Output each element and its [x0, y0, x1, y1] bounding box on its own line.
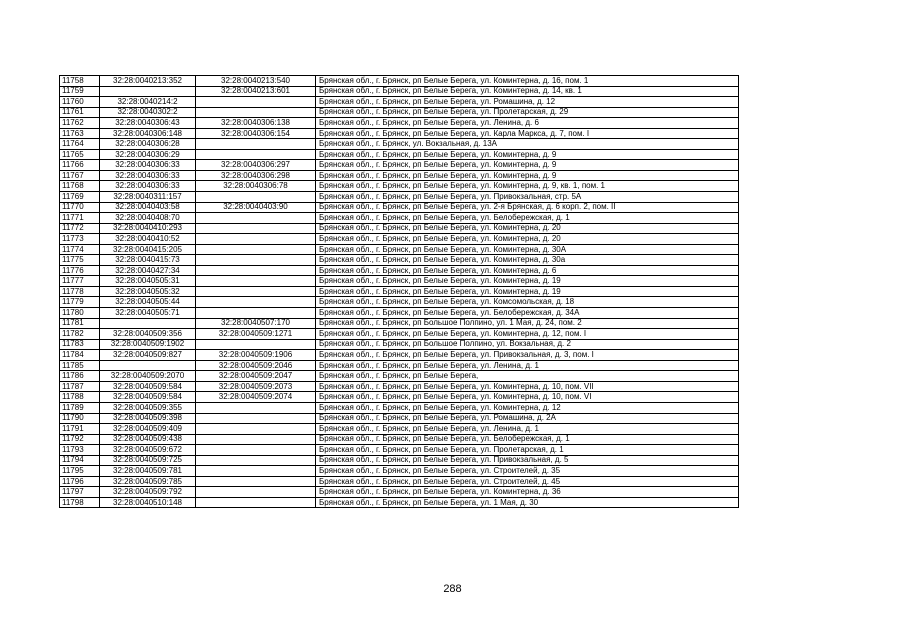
- table-row: [60, 413, 739, 424]
- related-cadastral-number-cell: 32:28:0040509:2073: [196, 381, 316, 392]
- table-row: [60, 223, 739, 234]
- row-number-cell: 11792: [60, 434, 100, 445]
- cadastral-number-cell: 32:28:0040302:2: [100, 107, 196, 118]
- row-number-cell: 11765: [60, 149, 100, 160]
- related-cadastral-number-cell: [196, 497, 316, 508]
- address-cell: Брянская обл., г. Брянск, рп Белые Берега, ул. Коминтерна, д. 10, пом. VI: [316, 392, 739, 403]
- cadastral-number-cell: 32:28:0040509:785: [100, 476, 196, 487]
- table-row: [60, 350, 739, 361]
- cadastral-number-cell: 32:28:0040306:29: [100, 149, 196, 160]
- related-cadastral-number-cell: [196, 308, 316, 319]
- cadastral-number-cell: 32:28:0040510:148: [100, 497, 196, 508]
- row-number-cell: 11781: [60, 318, 100, 329]
- address-cell: Брянская обл., г. Брянск, рп Белые Берега, ул. Коминтерна, д. 19: [316, 276, 739, 287]
- related-cadastral-number-cell: [196, 149, 316, 160]
- row-number-cell: 11758: [60, 76, 100, 87]
- table-row: [60, 170, 739, 181]
- related-cadastral-number-cell: 32:28:0040306:78: [196, 181, 316, 192]
- cadastral-number-cell: 32:28:0040509:409: [100, 424, 196, 435]
- cadastral-number-cell: 32:28:0040509:438: [100, 434, 196, 445]
- table-row: [60, 244, 739, 255]
- row-number-cell: 11778: [60, 286, 100, 297]
- table-row: [60, 76, 739, 87]
- address-cell: Брянская обл., г. Брянск, рп Белые Берега, ул. Коминтерна, д. 6: [316, 265, 739, 276]
- row-number-cell: 11788: [60, 392, 100, 403]
- address-cell: Брянская обл., г. Брянск, рп Белые Берега, ул. Строителей, д. 45: [316, 476, 739, 487]
- table-row: [60, 445, 739, 456]
- page-number: 288: [443, 583, 462, 595]
- table-row: [60, 118, 739, 129]
- address-cell: Брянская обл., г. Брянск, рп Белые Берега, ул. Ленина, д. 1: [316, 360, 739, 371]
- related-cadastral-number-cell: 32:28:0040509:2046: [196, 360, 316, 371]
- row-number-cell: 11787: [60, 381, 100, 392]
- related-cadastral-number-cell: [196, 455, 316, 466]
- table-row: [60, 381, 739, 392]
- row-number-cell: 11779: [60, 297, 100, 308]
- row-number-cell: 11780: [60, 308, 100, 319]
- table-row: [60, 128, 739, 139]
- table-row: [60, 276, 739, 287]
- table-row: [60, 487, 739, 498]
- cadastral-number-cell: 32:28:0040213:352: [100, 76, 196, 87]
- row-number-cell: 11784: [60, 350, 100, 361]
- related-cadastral-number-cell: [196, 244, 316, 255]
- cadastral-number-cell: 32:28:0040509:781: [100, 466, 196, 477]
- cadastral-number-cell: 32:28:0040509:672: [100, 445, 196, 456]
- table-row: [60, 265, 739, 276]
- address-cell: Брянская обл., г. Брянск, рп Белые Берега, ул. Коминтерна, д. 16, пом. 1: [316, 76, 739, 87]
- address-cell: Брянская обл., г. Брянск, рп Белые Берега, ул. 1 Мая, д. 30: [316, 497, 739, 508]
- address-cell: Брянская обл., г. Брянск, рп Белые Берега, ул. Карла Маркса, д. 7, пом. I: [316, 128, 739, 139]
- address-cell: Брянская обл., г. Брянск, рп Белые Берега, ул. Пролетарская, д. 29: [316, 107, 739, 118]
- related-cadastral-number-cell: 32:28:0040306:154: [196, 128, 316, 139]
- related-cadastral-number-cell: 32:28:0040306:298: [196, 170, 316, 181]
- cadastral-number-cell: 32:28:0040505:44: [100, 297, 196, 308]
- table-row: [60, 192, 739, 203]
- row-number-cell: 11793: [60, 445, 100, 456]
- address-cell: Брянская обл., г. Брянск, рп Белые Берега, ул. Привокзальная, д. 5: [316, 455, 739, 466]
- table-row: [60, 286, 739, 297]
- cadastral-number-cell: 32:28:0040415:73: [100, 255, 196, 266]
- row-number-cell: 11761: [60, 107, 100, 118]
- address-cell: Брянская обл., г. Брянск, рп Белые Берега, ул. Коминтерна, д. 9: [316, 160, 739, 171]
- table-row: [60, 213, 739, 224]
- table-row: [60, 297, 739, 308]
- related-cadastral-number-cell: [196, 213, 316, 224]
- row-number-cell: 11785: [60, 360, 100, 371]
- related-cadastral-number-cell: 32:28:0040213:540: [196, 76, 316, 87]
- related-cadastral-number-cell: 32:28:0040509:1271: [196, 329, 316, 340]
- address-cell: Брянская обл., г. Брянск, рп Большое Полпино, ул. Вокзальная, д. 2: [316, 339, 739, 350]
- address-cell: Брянская обл., г. Брянск, рп Большое Полпино, ул. 1 Мая, д. 24, пом. 2: [316, 318, 739, 329]
- cadastral-number-cell: 32:28:0040311:157: [100, 192, 196, 203]
- address-cell: Брянская обл., г. Брянск, рп Белые Берега, ул. Строителей, д. 35: [316, 466, 739, 477]
- address-cell: Брянская обл., г. Брянск, рп Белые Берега, ул. Привокзальная, стр. 5А: [316, 192, 739, 203]
- address-cell: Брянская обл., г. Брянск, рп Белые Берега, ул. Привокзальная, д. 3, пом. I: [316, 350, 739, 361]
- cadastral-number-cell: 32:28:0040509:2070: [100, 371, 196, 382]
- row-number-cell: 11760: [60, 97, 100, 108]
- row-number-cell: 11771: [60, 213, 100, 224]
- address-cell: Брянская обл., г. Брянск, рп Белые Берега, ул. Ромашина, д. 2А: [316, 413, 739, 424]
- related-cadastral-number-cell: [196, 97, 316, 108]
- cadastral-number-cell: [100, 360, 196, 371]
- related-cadastral-number-cell: [196, 424, 316, 435]
- related-cadastral-number-cell: [196, 234, 316, 245]
- related-cadastral-number-cell: [196, 276, 316, 287]
- table-row: [60, 181, 739, 192]
- row-number-cell: 11768: [60, 181, 100, 192]
- related-cadastral-number-cell: 32:28:0040403:90: [196, 202, 316, 213]
- address-cell: Брянская обл., г. Брянск, ул. Вокзальная, д. 13А: [316, 139, 739, 150]
- related-cadastral-number-cell: [196, 107, 316, 118]
- row-number-cell: 11789: [60, 402, 100, 413]
- cadastral-number-cell: 32:28:0040505:31: [100, 276, 196, 287]
- table-row: [60, 202, 739, 213]
- table-row: [60, 466, 739, 477]
- row-number-cell: 11767: [60, 170, 100, 181]
- row-number-cell: 11795: [60, 466, 100, 477]
- table-row: [60, 339, 739, 350]
- address-cell: Брянская обл., г. Брянск, рп Белые Берега, ул. Комсомольская, д. 18: [316, 297, 739, 308]
- row-number-cell: 11774: [60, 244, 100, 255]
- row-number-cell: 11773: [60, 234, 100, 245]
- address-cell: Брянская обл., г. Брянск, рп Белые Берега, ул. Ленина, д. 1: [316, 424, 739, 435]
- related-cadastral-number-cell: 32:28:0040306:297: [196, 160, 316, 171]
- table-row: [60, 392, 739, 403]
- table-row: [60, 97, 739, 108]
- cadastral-number-cell: [100, 318, 196, 329]
- row-number-cell: 11776: [60, 265, 100, 276]
- row-number-cell: 11764: [60, 139, 100, 150]
- table-row: [60, 476, 739, 487]
- address-cell: Брянская обл., г. Брянск, рп Белые Берега, ул. Коминтерна, д. 30А: [316, 244, 739, 255]
- cadastral-number-cell: 32:28:0040403:58: [100, 202, 196, 213]
- row-number-cell: 11783: [60, 339, 100, 350]
- table-row: [60, 149, 739, 160]
- address-cell: Брянская обл., г. Брянск, рп Белые Берега, ул. Коминтерна, д. 9: [316, 170, 739, 181]
- cadastral-number-cell: 32:28:0040505:32: [100, 286, 196, 297]
- cadastral-number-cell: 32:28:0040306:33: [100, 170, 196, 181]
- row-number-cell: 11791: [60, 424, 100, 435]
- table-row: [60, 234, 739, 245]
- row-number-cell: 11772: [60, 223, 100, 234]
- cadastral-number-cell: 32:28:0040509:725: [100, 455, 196, 466]
- address-cell: Брянская обл., г. Брянск, рп Белые Берега, ул. Коминтерна, д. 14, кв. 1: [316, 86, 739, 97]
- cadastral-number-cell: 32:28:0040306:33: [100, 160, 196, 171]
- row-number-cell: 11763: [60, 128, 100, 139]
- row-number-cell: 11766: [60, 160, 100, 171]
- row-number-cell: 11797: [60, 487, 100, 498]
- table-body: [60, 76, 739, 508]
- address-cell: Брянская обл., г. Брянск, рп Белые Берега, ул. Белобережская, д. 1: [316, 213, 739, 224]
- address-cell: Брянская обл., г. Брянск, рп Белые Берега, ул. Ромашина, д. 12: [316, 97, 739, 108]
- cadastral-number-cell: 32:28:0040509:398: [100, 413, 196, 424]
- table-row: [60, 308, 739, 319]
- address-cell: Брянская обл., г. Брянск, рп Белые Берега, ул. Белобережская, д. 1: [316, 434, 739, 445]
- cadastral-number-cell: 32:28:0040509:355: [100, 402, 196, 413]
- row-number-cell: 11796: [60, 476, 100, 487]
- address-cell: Брянская обл., г. Брянск, рп Белые Берега, ул. Коминтерна, д. 9: [316, 149, 739, 160]
- related-cadastral-number-cell: [196, 434, 316, 445]
- address-cell: Брянская обл., г. Брянск, рп Белые Берега, ул. Коминтерна, д. 9, кв. 1, пом. 1: [316, 181, 739, 192]
- related-cadastral-number-cell: [196, 265, 316, 276]
- related-cadastral-number-cell: [196, 223, 316, 234]
- row-number-cell: 11775: [60, 255, 100, 266]
- related-cadastral-number-cell: [196, 139, 316, 150]
- related-cadastral-number-cell: [196, 413, 316, 424]
- address-cell: Брянская обл., г. Брянск, рп Белые Берега,: [316, 371, 739, 382]
- table-row: [60, 455, 739, 466]
- row-number-cell: 11790: [60, 413, 100, 424]
- table-row: [60, 434, 739, 445]
- cadastral-number-cell: 32:28:0040505:71: [100, 308, 196, 319]
- row-number-cell: 11794: [60, 455, 100, 466]
- row-number-cell: 11777: [60, 276, 100, 287]
- table-row: [60, 318, 739, 329]
- table-row: [60, 255, 739, 266]
- table-row: [60, 139, 739, 150]
- cadastral-number-cell: 32:28:0040509:1902: [100, 339, 196, 350]
- related-cadastral-number-cell: 32:28:0040509:2074: [196, 392, 316, 403]
- cadastral-number-cell: 32:28:0040214:2: [100, 97, 196, 108]
- address-cell: Брянская обл., г. Брянск, рп Белые Берега, ул. Коминтерна, д. 20: [316, 223, 739, 234]
- cadastral-number-cell: 32:28:0040410:52: [100, 234, 196, 245]
- table-row: [60, 86, 739, 97]
- related-cadastral-number-cell: [196, 445, 316, 456]
- related-cadastral-number-cell: [196, 466, 316, 477]
- address-cell: Брянская обл., г. Брянск, рп Белые Берега, ул. Коминтерна, д. 19: [316, 286, 739, 297]
- address-cell: Брянская обл., г. Брянск, рп Белые Берега, ул. Коминтерна, д. 12, пом. I: [316, 329, 739, 340]
- row-number-cell: 11769: [60, 192, 100, 203]
- address-cell: Брянская обл., г. Брянск, рп Белые Берега, ул. Коминтерна, д. 10, пом. VII: [316, 381, 739, 392]
- cadastral-number-cell: 32:28:0040306:28: [100, 139, 196, 150]
- related-cadastral-number-cell: [196, 192, 316, 203]
- cadastral-number-cell: 32:28:0040427:34: [100, 265, 196, 276]
- row-number-cell: 11798: [60, 497, 100, 508]
- address-cell: Брянская обл., г. Брянск, рп Белые Берега, ул. Белобережская, д. 34А: [316, 308, 739, 319]
- row-number-cell: 11786: [60, 371, 100, 382]
- related-cadastral-number-cell: [196, 487, 316, 498]
- table-row: [60, 360, 739, 371]
- row-number-cell: 11782: [60, 329, 100, 340]
- address-cell: Брянская обл., г. Брянск, рп Белые Берега, ул. Коминтерна, д. 12: [316, 402, 739, 413]
- address-cell: Брянская обл., г. Брянск, рп Белые Берега, ул. Коминтерна, д. 20: [316, 234, 739, 245]
- cadastral-number-cell: 32:28:0040509:584: [100, 381, 196, 392]
- table-row: [60, 160, 739, 171]
- table-row: [60, 402, 739, 413]
- property-registry-table: [59, 75, 739, 508]
- related-cadastral-number-cell: 32:28:0040213:601: [196, 86, 316, 97]
- related-cadastral-number-cell: 32:28:0040509:2047: [196, 371, 316, 382]
- table-row: [60, 497, 739, 508]
- related-cadastral-number-cell: 32:28:0040507:170: [196, 318, 316, 329]
- cadastral-number-cell: 32:28:0040509:584: [100, 392, 196, 403]
- related-cadastral-number-cell: 32:28:0040306:138: [196, 118, 316, 129]
- table-row: [60, 329, 739, 340]
- cadastral-number-cell: [100, 86, 196, 97]
- cadastral-number-cell: 32:28:0040306:148: [100, 128, 196, 139]
- cadastral-number-cell: 32:28:0040408:70: [100, 213, 196, 224]
- address-cell: Брянская обл., г. Брянск, рп Белые Берега, ул. Коминтерна, д. 30а: [316, 255, 739, 266]
- cadastral-number-cell: 32:28:0040509:356: [100, 329, 196, 340]
- related-cadastral-number-cell: [196, 286, 316, 297]
- row-number-cell: 11762: [60, 118, 100, 129]
- address-cell: Брянская обл., г. Брянск, рп Белые Берега, ул. 2-я Брянская, д. 6 корп. 2, пом. II: [316, 202, 739, 213]
- related-cadastral-number-cell: [196, 402, 316, 413]
- cadastral-number-cell: 32:28:0040509:827: [100, 350, 196, 361]
- cadastral-number-cell: 32:28:0040306:33: [100, 181, 196, 192]
- cadastral-number-cell: 32:28:0040306:43: [100, 118, 196, 129]
- related-cadastral-number-cell: [196, 339, 316, 350]
- address-cell: Брянская обл., г. Брянск, рп Белые Берега, ул. Ленина, д. 6: [316, 118, 739, 129]
- table-row: [60, 107, 739, 118]
- related-cadastral-number-cell: 32:28:0040509:1906: [196, 350, 316, 361]
- address-cell: Брянская обл., г. Брянск, рп Белые Берега, ул. Пролетарская, д. 1: [316, 445, 739, 456]
- cadastral-number-cell: 32:28:0040415:205: [100, 244, 196, 255]
- related-cadastral-number-cell: [196, 297, 316, 308]
- address-cell: Брянская обл., г. Брянск, рп Белые Берега, ул. Коминтерна, д. 36: [316, 487, 739, 498]
- related-cadastral-number-cell: [196, 255, 316, 266]
- row-number-cell: 11759: [60, 86, 100, 97]
- related-cadastral-number-cell: [196, 476, 316, 487]
- table-row: [60, 371, 739, 382]
- row-number-cell: 11770: [60, 202, 100, 213]
- table-row: [60, 424, 739, 435]
- cadastral-number-cell: 32:28:0040509:792: [100, 487, 196, 498]
- cadastral-number-cell: 32:28:0040410:293: [100, 223, 196, 234]
